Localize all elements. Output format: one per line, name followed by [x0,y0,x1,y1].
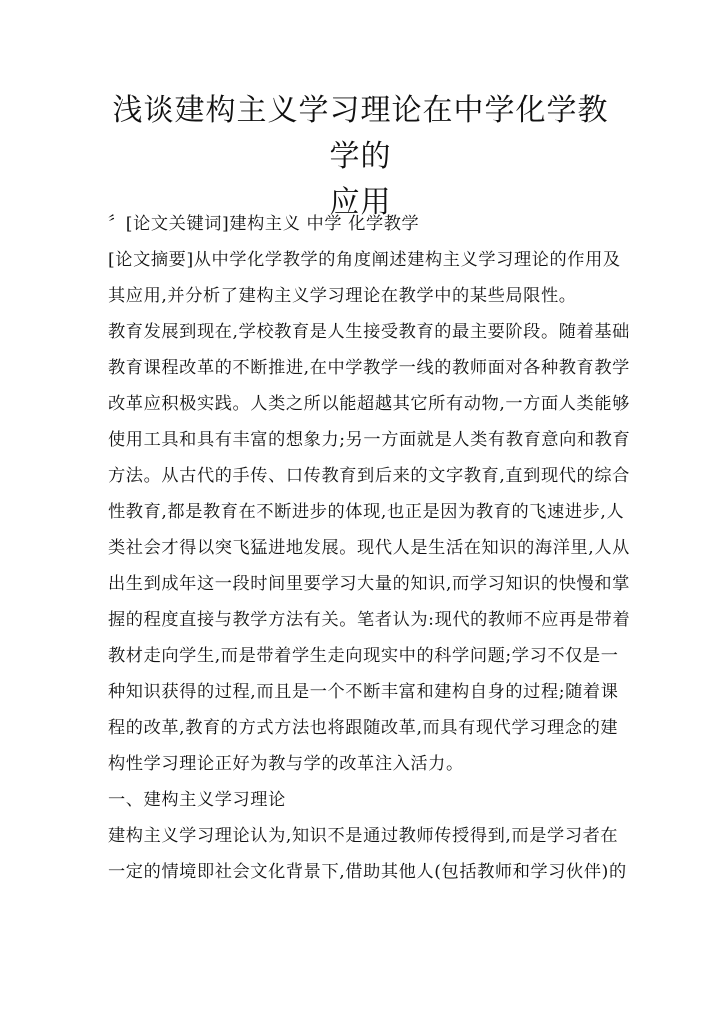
paragraph-line: 一定的情境即社会文化背景下,借助其他人(包括教师和学习伙伴)的 [108,862,627,882]
section-heading: 一、建构主义学习理论 [108,790,286,810]
paragraph-line: 种知识获得的过程,而且是一个不断丰富和建构自身的过程;随着课 [108,682,619,702]
abstract-line: 其应用,并分析了建构主义学习理论在教学中的某些局限性。 [108,286,577,306]
paragraph-line: 方法。从古代的手传、口传教育到后来的文字教育,直到现代的综合 [108,466,630,486]
abstract-line: [论文摘要]从中学化学教学的角度阐述建构主义学习理论的作用及 [108,250,621,270]
title-line: 浅谈建构主义学习理论在中学化学教学的 [112,93,609,174]
paragraph-line: 建构主义学习理论认为,知识不是通过教师传授得到,而是学习者在 [108,826,619,846]
paragraph-line: 握的程度直接与教学方法有关。笔者认为:现代的教师不应再是带着 [108,610,631,630]
paragraph-line: 教育课程改革的不断推进,在中学教学一线的教师面对各种教育教学 [108,358,630,378]
paragraph-line: 出生到成年这一段时间里要学习大量的知识,而学习知识的快慢和掌 [108,574,630,594]
paragraph-line: 类社会才得以突飞猛进地发展。现代人是生活在知识的海洋里,人从 [108,538,630,558]
paragraph-line: 教材走向学生,而是带着学生走向现实中的科学问题;学习不仅是一 [108,646,619,666]
title-line: 应用 [329,185,392,220]
keywords-line: 〞[论文关键词]建构主义 中学 化学教学 [108,214,420,234]
paragraph-line: 改革应积极实践。人类之所以能超越其它所有动物,一方面人类能够 [108,394,630,414]
paragraph-line: 构性学习理论正好为教与学的改革注入活力。 [108,754,464,774]
paragraph-line: 使用工具和具有丰富的想象力;另一方面就是人类有教育意向和教育 [108,430,631,450]
paragraph-line: 程的改革,教育的方式方法也将跟随改革,而具有现代学习理念的建 [108,718,619,738]
paragraph-line: 教育发展到现在,学校教育是人生接受教育的最主要阶段。随着基础 [108,322,630,342]
document-body [108,206,631,890]
paragraph-line: 性教育,都是教育在不断进步的体现,也正是因为教育的飞速进步,人 [108,502,625,522]
